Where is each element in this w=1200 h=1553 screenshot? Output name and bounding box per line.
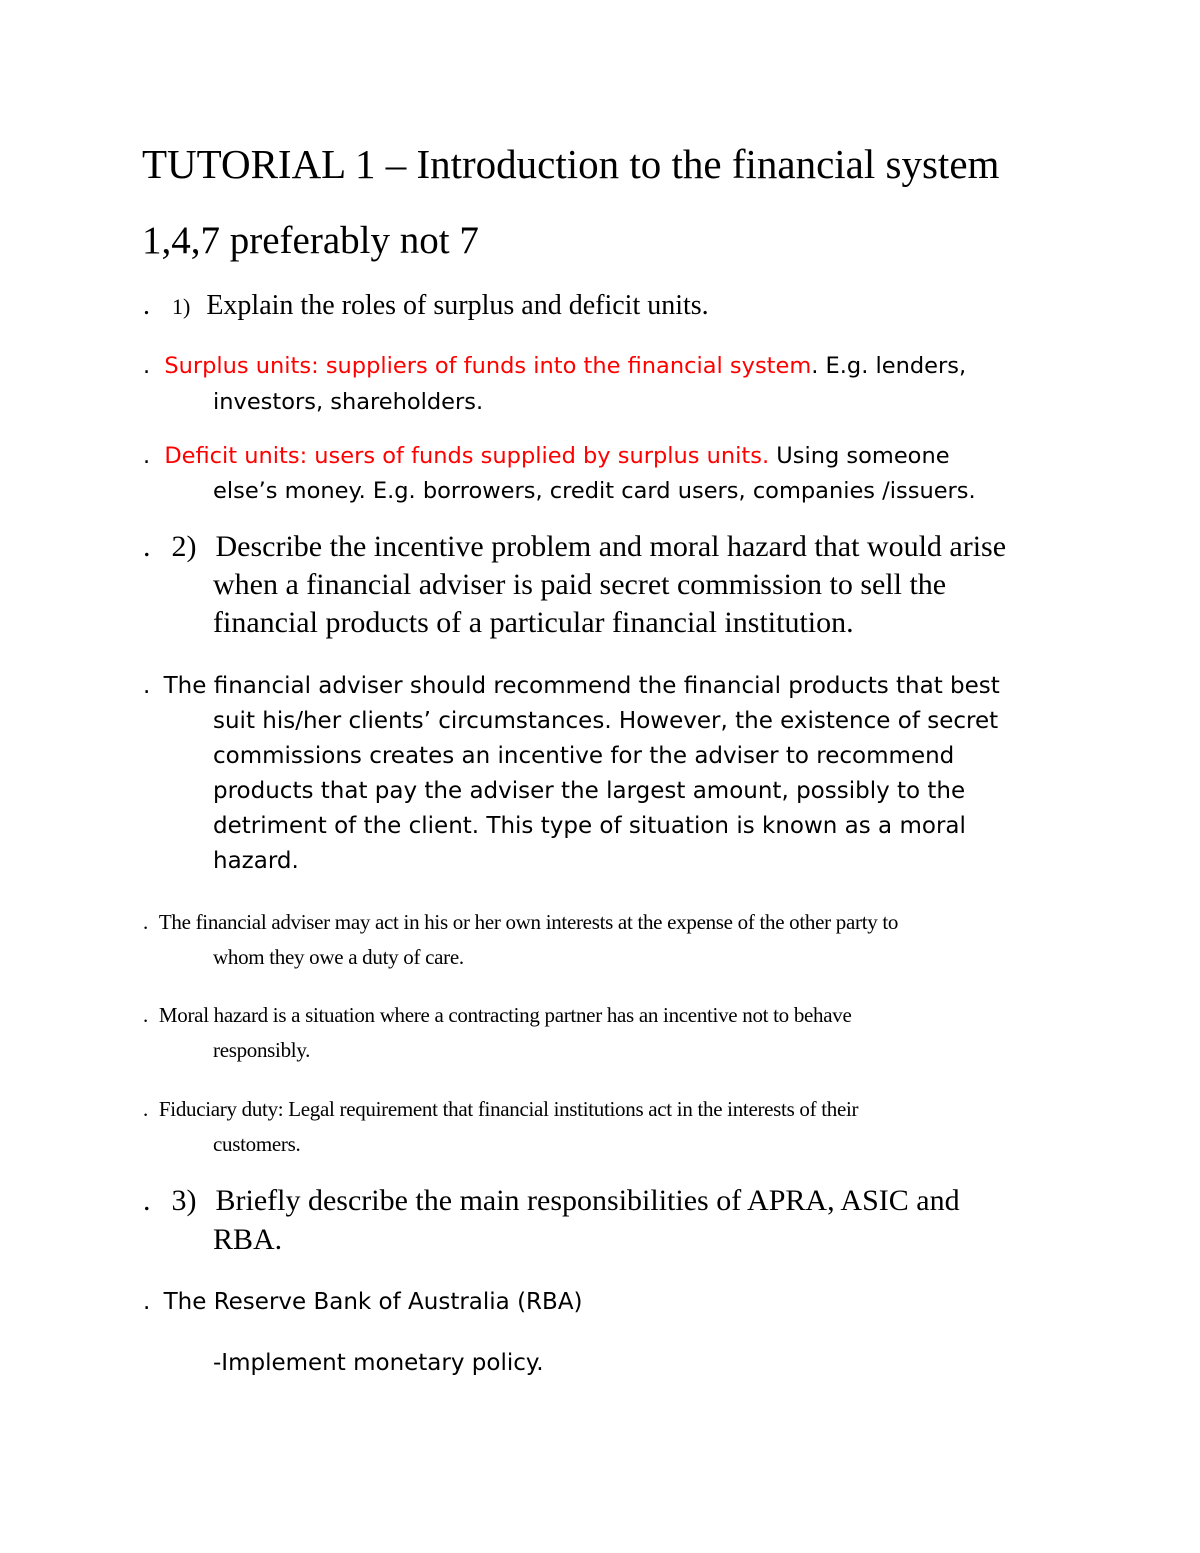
note-line: The financial adviser may act in his or her own interests at the expense of the other party to — [158, 910, 899, 934]
answer-3-rba — [143, 1285, 583, 1320]
question-text-line: RBA. — [213, 1223, 283, 1256]
deficit-examples-cont: else’s money. E.g. borrowers, credit card users, companies /issuers. — [213, 478, 976, 504]
answer-deficit — [143, 439, 950, 474]
question-text-line: Describe the incentive problem and moral hazard that would arise — [215, 530, 1007, 563]
paragraph-line: hazard. — [213, 848, 299, 874]
paragraph-line: commissions creates an incentive for the adviser to recommend — [213, 743, 955, 769]
bullet-marker: . — [143, 1003, 148, 1027]
page-title: TUTORIAL 1 – Introduction to the financial system — [142, 141, 1000, 187]
note-line: Fiduciary duty: Legal requirement that financial institutions act in the interests of their — [158, 1097, 859, 1121]
bullet-marker: . — [143, 1289, 151, 1315]
note-line: whom they owe a duty of care. — [213, 945, 464, 969]
surplus-examples-cont: investors, shareholders. — [213, 389, 484, 415]
bullet-marker: . — [143, 530, 151, 563]
question-text: Explain the roles of surplus and deficit units. — [206, 290, 709, 321]
answer-2-note-expense — [143, 905, 898, 940]
question-2 — [143, 528, 1006, 566]
question-text-line: Briefly describe the main responsibilities of APRA, ASIC and — [215, 1184, 960, 1217]
question-number: 2) — [171, 530, 197, 563]
surplus-definition: Surplus units: suppliers of funds into the financial system — [164, 353, 812, 379]
deficit-examples: Using someone — [769, 443, 950, 469]
bullet-marker: . — [143, 1097, 148, 1121]
rba-responsibility-item: -Implement monetary policy. — [213, 1350, 544, 1376]
answer-2-paragraph — [143, 669, 1000, 704]
question-1 — [143, 288, 709, 325]
note-line: customers. — [213, 1132, 301, 1156]
paragraph-line: suit his/her clients’ circumstances. However, the existence of secret — [213, 708, 999, 734]
paragraph-line: products that pay the adviser the largest amount, possibly to the — [213, 778, 966, 804]
question-number: 1) — [172, 294, 191, 319]
question-number: 3) — [171, 1184, 197, 1217]
question-3 — [143, 1182, 960, 1220]
rba-heading: The Reserve Bank of Australia (RBA) — [163, 1289, 583, 1315]
answer-2-note-fiduciary — [143, 1092, 858, 1127]
bullet-marker: . — [143, 910, 148, 934]
answer-surplus — [143, 349, 966, 384]
bullet-marker: . — [143, 673, 151, 699]
paragraph-line: The financial adviser should recommend the financial products that best — [163, 673, 1000, 699]
question-text-line: financial products of a particular financial institution. — [213, 606, 854, 639]
deficit-definition: Deficit units: users of funds supplied by surplus units. — [164, 443, 770, 469]
bullet-marker: . — [143, 443, 151, 469]
bullet-marker: . — [143, 1184, 151, 1217]
question-text-line: when a financial adviser is paid secret commission to sell the — [213, 568, 947, 601]
paragraph-line: detriment of the client. This type of situation is known as a moral — [213, 813, 966, 839]
note-line: Moral hazard is a situation where a contracting partner has an incentive not to behave — [158, 1003, 852, 1027]
bullet-marker: . — [143, 353, 151, 379]
page-subtitle: 1,4,7 preferably not 7 — [142, 219, 479, 262]
answer-2-note-moral-hazard — [143, 998, 852, 1033]
bullet-marker: . — [143, 290, 150, 321]
note-line: responsibly. — [213, 1038, 311, 1062]
surplus-examples: . E.g. lenders, — [811, 353, 967, 379]
